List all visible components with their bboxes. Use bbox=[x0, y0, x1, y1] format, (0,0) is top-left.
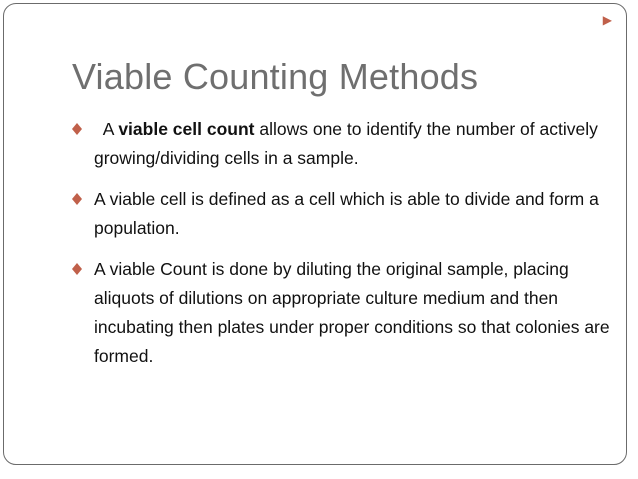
bullet-lead-text: A bbox=[94, 119, 119, 139]
bullet-list bbox=[72, 115, 612, 383]
right-arrow-icon[interactable]: ▶ bbox=[602, 13, 612, 27]
bullet-item bbox=[72, 115, 612, 173]
diamond-bullet-icon bbox=[72, 123, 82, 135]
bullet-text: allows one to identify the number of actively growing/dividing cells in a sample. bbox=[94, 119, 598, 168]
diamond-bullet-icon bbox=[72, 263, 82, 275]
bullet-item bbox=[72, 255, 612, 371]
bullet-text: A viable Count is done by diluting the original sample, placing aliquots of dilutions on appropriate culture medium and then incubating then plates under proper conditions so that colonies are formed. bbox=[94, 259, 610, 366]
diamond-bullet-icon bbox=[72, 193, 82, 205]
bullet-bold-term: viable cell count bbox=[118, 119, 255, 139]
slide-title: Viable Counting Methods bbox=[72, 56, 479, 97]
slide-frame bbox=[3, 3, 627, 465]
bullet-item bbox=[72, 185, 612, 243]
bullet-text: A viable cell is defined as a cell which is able to divide and form a population. bbox=[94, 189, 599, 238]
